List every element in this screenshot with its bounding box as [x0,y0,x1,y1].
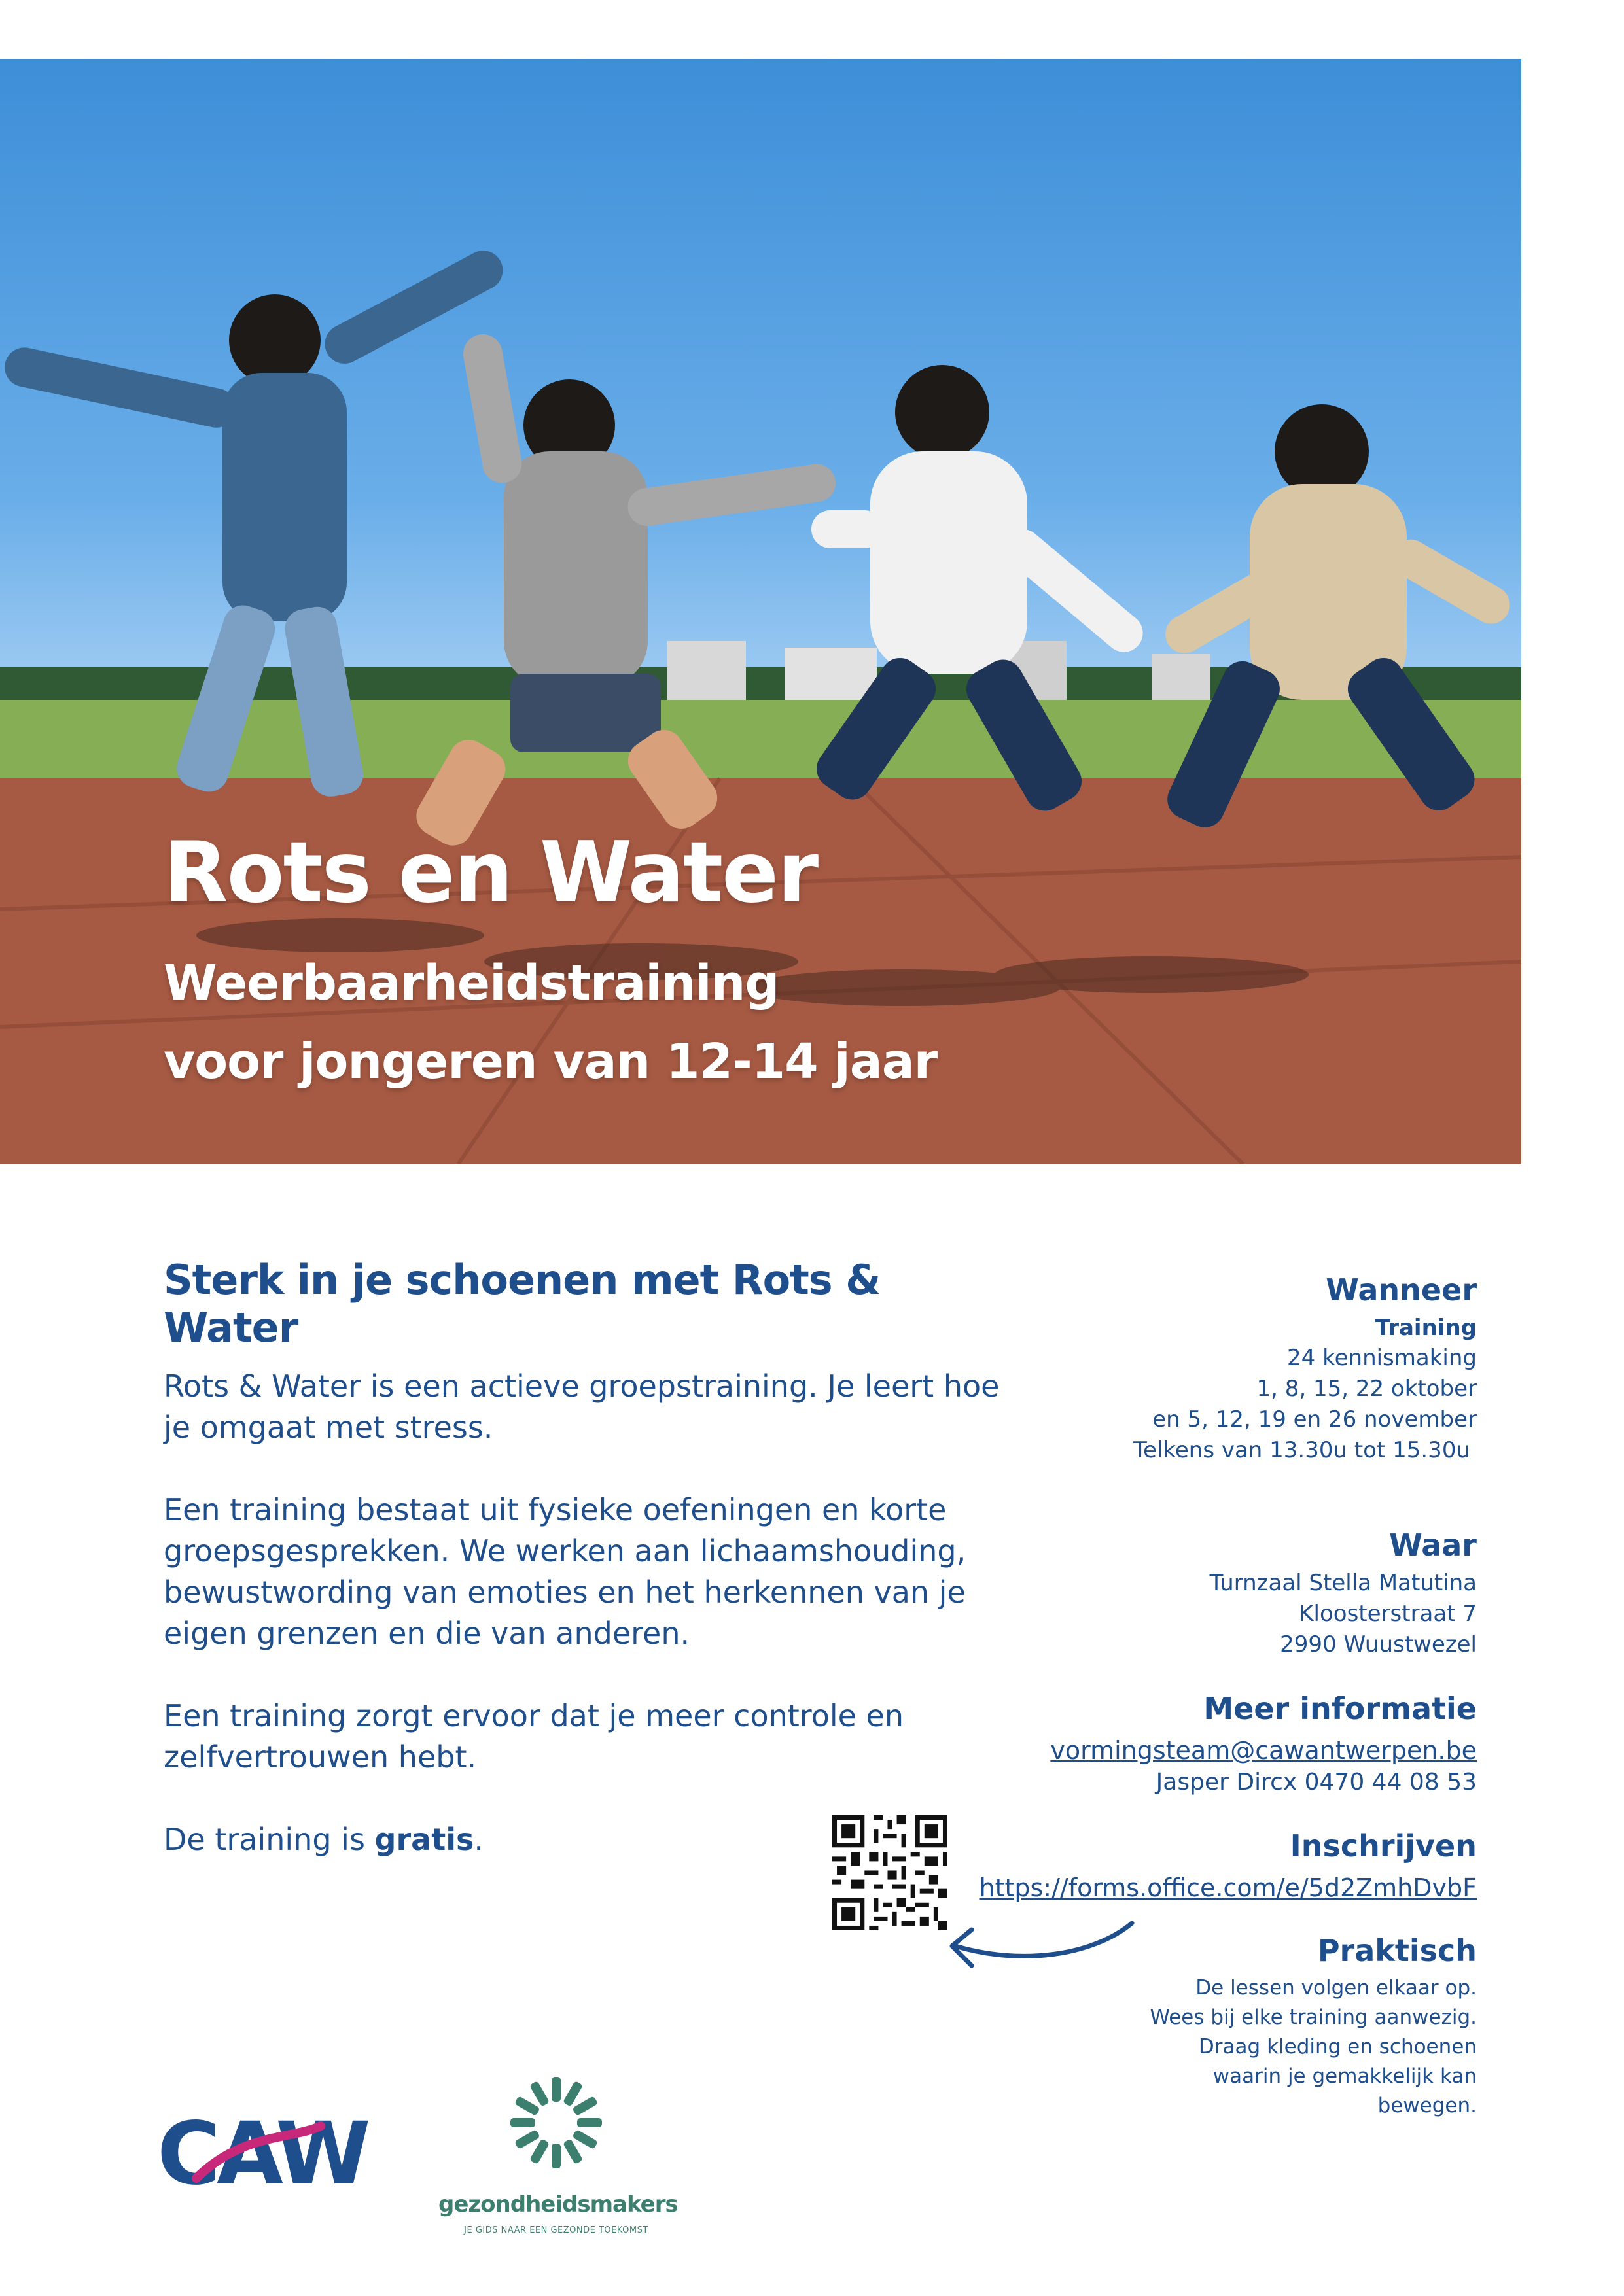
gezondheidsmakers-tagline: JE GIDS NAAR EEN GEZONDE TOEKOMST [464,2225,648,2235]
contact-line: Jasper Dircx 0470 44 08 53 [1156,1769,1477,1796]
gezondheidsmakers-logo [438,2061,678,2244]
waar-heading: Waar [1389,1527,1477,1563]
hero-subtitle-line1: Weerbaarheidstraining [164,955,779,1011]
waar-section [953,1527,1477,1660]
wanneer-heading: Wanneer [1326,1272,1477,1308]
registration-link[interactable]: https://forms.office.com/e/5d2ZmhDvbF [979,1873,1477,1902]
intro-paragraph-3: Een training zorgt ervoor dat je meer controle en zelfvertrouwen hebt. [164,1698,904,1775]
wanneer-subheading: Training [1375,1315,1477,1341]
qr-code-icon[interactable] [832,1815,947,1930]
hero-title: Rots en Water [164,824,818,922]
inschrijven-heading: Inschrijven [1290,1828,1477,1864]
p4-prefix: De training is [164,1822,375,1857]
praktisch-line: Wees bij elke training aanwezig. [1150,2006,1477,2029]
waar-line: Turnzaal Stella Matutina [1209,1570,1477,1596]
building [785,648,877,700]
praktisch-line: bewegen. [1377,2094,1477,2117]
wanneer-section [953,1272,1477,1466]
intro-heading: Sterk in je schoenen met Rots & Water [164,1256,881,1351]
p4-suffix: . [474,1822,484,1857]
praktisch-heading: Praktisch [1317,1933,1477,1968]
p4-bold: gratis [374,1822,474,1857]
email-link[interactable]: vormingsteam@cawantwerpen.be [1050,1736,1477,1765]
praktisch-line: De lessen volgen elkaar op. [1195,1976,1477,2000]
waar-line: 2990 Wuustwezel [1280,1631,1477,1658]
wanneer-line: 24 kennismaking [1287,1345,1477,1371]
hero-photo [0,59,1521,1164]
praktisch-line: Draag kleding en schoenen [1198,2035,1477,2059]
gezondheidsmakers-star-icon [438,2061,674,2185]
wanneer-line: Telkens van 13.30u tot 15.30u [1133,1437,1470,1463]
praktisch-line: waarin je gemakkelijk kan [1212,2064,1477,2088]
building [1152,654,1210,700]
wanneer-line: en 5, 12, 19 en 26 november [1152,1406,1477,1433]
info-heading: Meer informatie [1203,1691,1477,1726]
waar-line: Kloosterstraat 7 [1299,1601,1477,1627]
gezondheidsmakers-name: gezondheidsmakers [438,2191,678,2218]
caw-logo-text: CAW [157,2106,367,2198]
building [667,641,746,700]
caw-logo [157,2106,406,2198]
info-section [953,1691,1477,1798]
wanneer-line: 1, 8, 15, 22 oktober [1256,1376,1477,1402]
hero-subtitle-line2: voor jongeren van 12-14 jaar [164,1034,938,1090]
intro-paragraph-1: Rots & Water is een actieve groepstraining. Je leert hoe je omgaat met stress. [164,1368,1000,1445]
curved-arrow-icon [942,1910,1139,1982]
intro-paragraph-2: Een training bestaat uit fysieke oefeningen en korte groepsgesprekken. We werken aan lichaamshouding, bewustwording van emoties en het herkennen van je eigen grenzen en die van anderen. [164,1492,966,1651]
intro-section [164,1256,1014,1860]
